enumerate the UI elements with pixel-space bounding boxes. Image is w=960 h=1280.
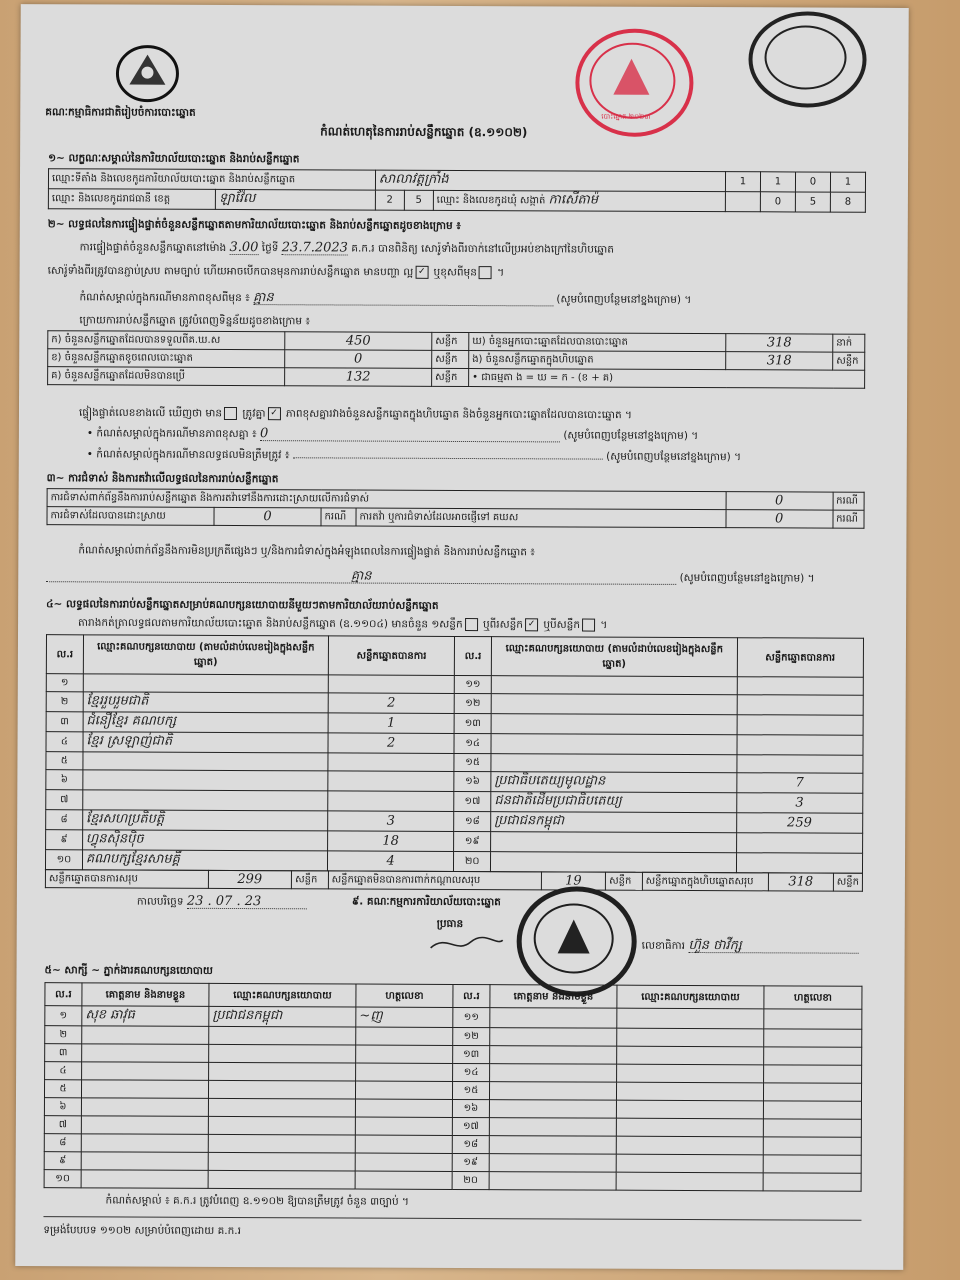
party-name [491, 694, 737, 715]
code-digit: 0 [795, 172, 830, 192]
party-name [83, 674, 328, 693]
witness-party [617, 1008, 764, 1029]
party-votes: 3 [328, 811, 454, 832]
section3-title: ៣~ ការជំទាស់ និងការតវ៉ាលើលទ្ធផលនៃការរាប់សន្លឹកឆ្នោត [46, 472, 279, 486]
checkbox-three-sheets[interactable] [582, 619, 595, 632]
witness-name [490, 1046, 617, 1065]
col-header-party: ឈ្មោះគណបក្សនយោបាយ [617, 985, 764, 1009]
unused-ballots-label: គ) ចំនួនសន្លឹកឆ្នោតដែលមិនបានប្រើ [48, 367, 285, 386]
spoiled-ballots-label: ខ) ចំនួនសន្លឹកឆ្នោតខូចពេលបោះឆ្នោត [48, 349, 285, 368]
witness-no: ៨ [44, 1134, 81, 1152]
resolved-count: 0 [214, 507, 321, 525]
col-header-no: ល.រ [46, 635, 83, 674]
voters-value: 318 [726, 334, 833, 352]
col-header-name: គោត្តនាម និងនាមខ្លួន [490, 985, 617, 1009]
witness-party [208, 1098, 355, 1117]
complaint-row-label: ការជំទាស់ពាក់ព័ន្ធនឹងការរាប់សន្លឹកឆ្នោត និងការតវ៉ាទៅនឹងការដោះស្រាយលើការជំទាស់ [47, 489, 726, 510]
irregularity-value-line: គ្មាន (សូមបំពេញបន្ថែមនៅខ្នងក្រោម) ។ [46, 568, 814, 585]
witness-party [617, 1046, 764, 1065]
party-votes [328, 791, 454, 812]
chair-signature [427, 932, 507, 956]
party-votes: 259 [736, 813, 862, 834]
witness-signature [356, 1063, 453, 1081]
witness-party [208, 1152, 355, 1171]
party-no: ៣ [46, 712, 83, 732]
witness-signature [356, 1045, 453, 1063]
spoiled-ballots-value: 0 [285, 350, 432, 369]
witness-name [81, 1134, 208, 1153]
irregularity-note: កំណត់សម្គាល់ពាក់ព័ន្ធនឹងការមិនប្រក្រតីផ្សេងៗ ឬ/និងការជំទាស់ក្នុងអំឡុងពេលនៃការផ្ទៀងផ្ទាត់ និងការរាប់សន្លឹកឆ្នោត ៖ [78, 544, 535, 559]
unit-label: នាក់ [833, 334, 865, 352]
col-header-signature: ហត្ថលេខា [356, 984, 453, 1007]
witness-name [489, 1082, 616, 1101]
col-header-signature: ហត្ថលេខា [764, 986, 862, 1009]
commune-code-digit: 5 [795, 192, 830, 212]
witness-name [489, 1136, 616, 1155]
party-no: ១ [46, 674, 83, 692]
ballots-in-box-value: 318 [726, 352, 833, 370]
verification-line: ការផ្ទៀងផ្ទាត់ចំនួនសន្លឹកឆ្នោតនៅម៉ោង 3.00 ថ្ងៃទី 23.7.2023 គ.ក.រ បានពិនិត្យ សោរ៉ូទាំងពីរចាក់នៅលើប្រអប់ខាងក្រៅនៃហិបឆ្នោត [79, 239, 615, 256]
section2-title: ២~ លទ្ធផលនៃការផ្ទៀងផ្ទាត់ចំនួនសន្លឹកឆ្នោតតាមការិយាល័យបោះឆ្នោត និងរាប់សន្លឹកឆ្នោតដូចខាងក្រោម ៖ [47, 218, 461, 232]
party-votes: 7 [736, 773, 862, 794]
witness-signature: ~ញ [356, 1007, 453, 1027]
red-stamp: បោះឆ្នោត ២០២៣ [575, 28, 693, 137]
party-no: ៥ [46, 752, 83, 770]
polling-station-value: សាលាវត្តក្រាំង [375, 170, 725, 192]
witness-signature [764, 1009, 862, 1029]
province-value: ឡាវ៉ែល [215, 189, 375, 210]
party-name [491, 714, 737, 735]
witness-party [208, 1170, 355, 1189]
party-no: ១២ [454, 693, 491, 713]
received-ballots-label: ក) ចំនួនសន្លឹកឆ្នោតដែលបានទទួលពីគ.ឃ.ស [48, 331, 285, 350]
commune-code-digit: 8 [830, 192, 865, 212]
witness-signature [355, 1153, 452, 1171]
unit-label: សន្លឹក [432, 350, 469, 368]
party-no: ១៣ [454, 713, 491, 733]
footer-divider [43, 1216, 861, 1221]
party-votes [328, 771, 454, 792]
polling-station-label: ឈ្មោះទីតាំង និងលេខកូដការិយាល័យបោះឆ្នោត និងរាប់សន្លឹកឆ្នោត [48, 169, 375, 190]
witness-signature [763, 1101, 861, 1119]
lock-check-line: សោរ៉ូទាំងពីរត្រូវបានភ្ជាប់ស្រប តាមច្បាប់ ហើយអាចបើកបានមុនការរាប់សន្លឹកឆ្នោត មានបញ្ហា ល្អ ✓ ឬខុសពីមុន ។ [47, 264, 505, 279]
witness-signature [763, 1137, 861, 1155]
witness-table [44, 982, 863, 1192]
witness-no: ៤ [45, 1062, 82, 1080]
unit-label: សន្លឹក [606, 872, 643, 890]
party-name: ជនជាតិដើមប្រជាធិបតេយ្យ [491, 792, 737, 813]
party-name [83, 752, 328, 771]
witness-no: ១៩ [452, 1153, 489, 1171]
checkbox-two-sheets[interactable]: ✓ [525, 618, 538, 631]
unused-ballots-value: 132 [285, 368, 432, 387]
witness-no: ២ [45, 1026, 82, 1044]
witness-name [82, 1044, 209, 1063]
formula-note: • ជាធម្មតា ង = ឃ = ក - (ខ + គ) [469, 369, 865, 389]
witness-no: ៧ [44, 1116, 81, 1134]
witness-no: ៩ [44, 1152, 81, 1170]
nec-emblem-icon [115, 44, 179, 102]
witness-party [616, 1082, 763, 1101]
election-form-sheet [15, 4, 908, 1270]
box-total-label: សន្លឹកឆ្នោតក្នុងហិបឆ្នោតសរុប [642, 872, 768, 891]
witness-signature [764, 1029, 862, 1047]
col-header-party: ឈ្មោះគណបក្សនយោបាយ (តាមលំដាប់លេខរៀងក្នុងសន្លឹកឆ្នោត) [491, 637, 737, 677]
witness-signature [763, 1119, 861, 1137]
party-votes: 1 [328, 713, 454, 734]
party-votes: 3 [736, 793, 862, 814]
organization-name: គណៈកម្មាធិការជាតិរៀបចំការបោះឆ្នោត [45, 106, 196, 119]
witness-no: ២០ [452, 1171, 489, 1189]
ballot-count-table [47, 330, 865, 389]
voters-label: ឃ) ចំនួនអ្នកបោះឆ្នោតដែលបានបោះឆ្នោត [469, 333, 726, 352]
section1-title: ១~ លក្ខណៈសម្គាល់នៃការិយាល័យបោះឆ្នោត និងរាប់សន្លឹកឆ្នោត [48, 152, 300, 166]
province-label: ឈ្មោះ និងលេខកូដរាជធានី ខេត្ត [48, 189, 215, 210]
invalid-total-value: 19 [541, 872, 605, 890]
witness-name [82, 1026, 209, 1045]
table-row [46, 712, 863, 736]
witness-name [490, 1064, 617, 1083]
unit-label: សន្លឹក [833, 873, 862, 891]
witness-name [490, 1008, 617, 1029]
col-header-party: ឈ្មោះគណបក្សនយោបាយ (តាមលំដាប់លេខរៀងក្នុងសន្លឹកឆ្នោត) [83, 635, 328, 675]
witness-name: សុខ ឆាវុធ [82, 1006, 209, 1027]
checkbox-mismatch[interactable]: ✓ [268, 407, 281, 420]
valid-total-value: 299 [208, 870, 292, 888]
witness-party [617, 1064, 764, 1083]
witness-name [82, 1062, 209, 1081]
party-no: ៦ [46, 770, 83, 790]
party-name: ជំនឿខ្មែរ គណបក្ស [83, 712, 328, 733]
party-no: ៧ [46, 790, 83, 810]
party-votes [737, 715, 863, 736]
party-name: គណបក្សខ្មែរសាមគ្គី [82, 850, 327, 871]
party-name: ខ្មែររួបរួមជាតិ [83, 692, 328, 713]
party-name [83, 790, 328, 811]
table-row [44, 1170, 861, 1192]
witness-party [616, 1100, 763, 1119]
party-no: ៤ [46, 732, 83, 752]
province-code-digit: 5 [404, 190, 433, 210]
party-votes [737, 695, 863, 716]
witness-name [81, 1152, 208, 1171]
section1-table [48, 168, 866, 213]
footnote: កំណត់សម្គាល់ ៖ គ.ក.រ ត្រូវបំពេញ ឧ.១១០២ ឱ្យបានត្រឹមត្រូវ ចំនួន ៣ច្បាប់ ។ [105, 1194, 409, 1208]
witness-name [490, 1028, 617, 1047]
code-digit: 1 [725, 172, 760, 192]
invalid-total-label: សន្លឹកឆ្នោតមិនបានការពាក់កណ្ដាលសរុប [328, 871, 541, 890]
section5-title: ៥~ សាក្សី ~ ភ្នាក់ងារគណបក្សនយោបាយ [44, 964, 213, 977]
party-votes [328, 753, 454, 772]
col-header-no: ល.រ [453, 984, 490, 1007]
party-name [83, 770, 328, 791]
witness-no: ១៦ [452, 1099, 489, 1117]
section4-title: ៤~ លទ្ធផលនៃការរាប់សន្លឹកឆ្នោតសម្រាប់គណបក្សនយោបាយនីមួយៗតាមការិយាល័យរាប់សន្លឹកឆ្នោត [46, 598, 439, 612]
col-header-votes: សន្លឹកឆ្នោតបានការ [737, 638, 864, 678]
witness-signature [356, 1027, 453, 1045]
unit-label: ករណី [321, 508, 356, 526]
party-votes: 18 [327, 831, 453, 852]
party-name: ប្រជាជនកម្ពុជា [491, 812, 737, 833]
witness-signature [355, 1135, 452, 1153]
checkbox-one-sheet[interactable] [465, 618, 478, 631]
witness-no: ១៨ [452, 1135, 489, 1153]
party-no: ១៨ [454, 811, 491, 831]
party-no: ៨ [46, 810, 83, 830]
witness-name [81, 1170, 208, 1189]
complaints-table [46, 488, 864, 529]
party-no: ១៤ [454, 733, 491, 753]
commune-label: ឈ្មោះ និងលេខកូដឃុំ សង្កាត់ កាសើតាម៉ [433, 190, 725, 211]
valid-total-label: សន្លឹកឆ្នោតបានការសរុប [45, 870, 208, 889]
party-name [491, 852, 737, 873]
party-results-table [45, 634, 864, 874]
unit-label: សន្លឹក [292, 871, 329, 889]
witness-party [208, 1116, 355, 1135]
party-no: ១៧ [454, 791, 491, 811]
province-code-digit: 2 [375, 190, 404, 210]
col-header-votes: សន្លឹកឆ្នោតបានការ [328, 636, 455, 676]
consistency-check-line: ផ្ទៀងផ្ទាត់លេខខាងលើ ឃើញថា មាន ត្រូវគ្នា ✓ ភាពខុសគ្នារវាងចំនួនសន្លឹកឆ្នោតក្នុងហិបឆ្នោត និងចំនួនអ្នកបោះឆ្នោតដែលបានបោះឆ្នោត ។ [78, 406, 633, 422]
witness-party [209, 1026, 356, 1045]
party-votes [736, 853, 862, 874]
box-total-value: 318 [768, 873, 833, 891]
checkbox-match[interactable] [224, 407, 237, 420]
secretary-line: លេខាធិការ ហ៊ួន ថាវីក្ស [642, 939, 859, 954]
party-no: ២ [46, 692, 83, 712]
unit-label: សន្លឹក [432, 332, 469, 350]
witness-signature [763, 1173, 861, 1191]
table-row [46, 732, 863, 756]
results-sheet-count: តារាងកត់ត្រាលទ្ធផលតាមការិយាល័យបោះឆ្នោត និងរាប់សន្លឹកឆ្នោត (ឧ.១១០៤) មានចំនួន ១សន្លឹក ឬពីរសន្លឹក ✓ ឬបីសន្លឹក ។ [78, 616, 608, 632]
witness-no: ១៧ [452, 1117, 489, 1135]
witness-party [616, 1172, 763, 1191]
unit-label: ករណី [833, 492, 865, 510]
committee-label: ៩. គណៈកម្មការការិយាល័យបោះឆ្នោត [351, 895, 501, 909]
signing-date: កាលបរិច្ឆេទ 23 . 07 . 23 [137, 895, 307, 910]
official-stamp-top [748, 11, 866, 108]
party-votes: 4 [327, 851, 453, 872]
unit-label: ករណី [833, 510, 865, 528]
party-votes [737, 677, 863, 696]
difference-remark: • កំណត់សម្គាល់ក្នុងករណីមានភាពខុសគ្នា ៖ 0 (សូមបំពេញបន្ថែមនៅខ្នងក្រោម) ។ [86, 426, 699, 443]
party-name [491, 676, 737, 695]
complaint-count: 0 [726, 492, 833, 510]
party-no: ១០ [45, 850, 82, 870]
resolved-label: ការជំទាស់ដែលបានដោះស្រាយ [47, 507, 214, 526]
witness-signature [763, 1155, 861, 1173]
commune-code-digit: 0 [760, 192, 795, 212]
witness-no: ៦ [44, 1098, 81, 1116]
witness-signature [355, 1081, 452, 1099]
unit-label: សន្លឹក [833, 352, 865, 370]
party-no: ១១ [455, 675, 492, 693]
witness-no: ១៥ [452, 1081, 489, 1099]
ballots-in-box-label: ង) ចំនួនសន្លឹកឆ្នោតក្នុងហិបឆ្នោត [469, 351, 726, 370]
witness-no: ១១ [453, 1007, 490, 1027]
witness-no: ៥ [44, 1080, 81, 1098]
party-no: ១៥ [454, 753, 491, 771]
witness-no: ១០ [44, 1170, 81, 1188]
witness-no: ១៤ [453, 1063, 490, 1081]
witness-party [616, 1136, 763, 1155]
witness-party [616, 1154, 763, 1173]
party-name: ប្រជាធិបតេយ្យមូលដ្ឋាន [491, 772, 737, 793]
witness-name [489, 1100, 616, 1119]
after-count-line: ក្រោយការរាប់សន្លឹកឆ្នោត ត្រូវបំពេញទិន្នន័យដូចខាងក្រោម ៖ [79, 314, 311, 328]
official-stamp-center [516, 886, 636, 997]
witness-signature [764, 1065, 862, 1083]
witness-name [81, 1098, 208, 1117]
difference-note-line: កំណត់សម្គាល់ក្នុងករណីមានភាពខុសពីមុន ៖ គ្មាន (សូមបំពេញបន្ថែមនៅខ្នងក្រោម) ។ [79, 290, 692, 306]
witness-party [209, 1062, 356, 1081]
party-name [491, 754, 737, 773]
witness-signature [764, 1047, 862, 1065]
witness-name [81, 1116, 208, 1135]
party-name: ហ្វុនស៊ិនប៉ិច [82, 830, 327, 851]
party-no: ៩ [46, 830, 83, 850]
code-digit: 1 [830, 172, 865, 192]
code-digit: 1 [760, 172, 795, 192]
witness-party: ប្រជាជនកម្ពុជា [209, 1006, 356, 1027]
witness-party [209, 1044, 356, 1063]
unit-label: សន្លឹក [432, 368, 469, 386]
totals-row [45, 869, 863, 892]
witness-no: ១ [45, 1006, 82, 1026]
col-header-no: ល.រ [45, 983, 82, 1006]
party-no: ១៦ [454, 771, 491, 791]
witness-signature [355, 1117, 452, 1135]
party-name: ខ្មែរសហប្រតិបត្តិ [82, 810, 327, 831]
party-name [491, 832, 737, 853]
witness-no: ៣ [45, 1044, 82, 1062]
col-header-no: ល.រ [455, 636, 492, 675]
witness-signature [763, 1083, 861, 1101]
party-no: ១៩ [454, 831, 491, 851]
forwarded-count: 0 [726, 510, 833, 528]
party-votes [737, 735, 863, 756]
witness-name [489, 1154, 616, 1173]
witness-party [208, 1134, 355, 1153]
witness-signature [355, 1171, 452, 1189]
col-header-name: គោត្តនាម និងនាមខ្លួន [82, 983, 209, 1007]
witness-name [81, 1080, 208, 1099]
commune-code-digit [725, 192, 760, 212]
forwarded-label: ការតវ៉ា ឬការជំទាស់ដែលអាចផ្ញើទៅ គឃស [356, 508, 726, 528]
form-footer: ទម្រង់បែបបទ ១១០២ សម្រាប់បំពេញដោយ គ.ក.រ [43, 1224, 241, 1238]
witness-signature [355, 1099, 452, 1117]
witness-no: ១២ [453, 1027, 490, 1045]
document-title: កំណត់ហេតុនៃការរាប់សន្លឹកឆ្នោត (ឧ.១១០២) [320, 124, 528, 140]
party-votes [737, 755, 863, 774]
witness-no: ១៣ [453, 1045, 490, 1063]
checkbox-good[interactable]: ✓ [415, 266, 428, 279]
witness-party [208, 1080, 355, 1099]
witness-party [616, 1118, 763, 1137]
col-header-party: ឈ្មោះគណបក្សនយោបាយ [209, 983, 356, 1007]
party-name: ខ្មែរ ស្រឡាញ់ជាតិ [83, 732, 328, 753]
invalid-remark: • កំណត់សម្គាល់ក្នុងករណីមានលទ្ធផលមិនត្រឹមត្រូវ ៖ (សូមបំពេញបន្ថែមនៅខ្នងក្រោម) ។ [86, 448, 742, 464]
party-votes: 2 [328, 733, 454, 754]
party-votes: 2 [328, 693, 454, 714]
party-no: ២០ [454, 851, 491, 871]
witness-name [489, 1172, 616, 1191]
received-ballots-value: 450 [285, 332, 432, 351]
party-name [491, 734, 737, 755]
checkbox-different[interactable] [479, 266, 492, 279]
witness-party [617, 1028, 764, 1047]
chair-label: ប្រធាន [436, 917, 464, 931]
party-votes [328, 675, 454, 694]
party-votes [736, 833, 862, 854]
witness-name [489, 1118, 616, 1137]
